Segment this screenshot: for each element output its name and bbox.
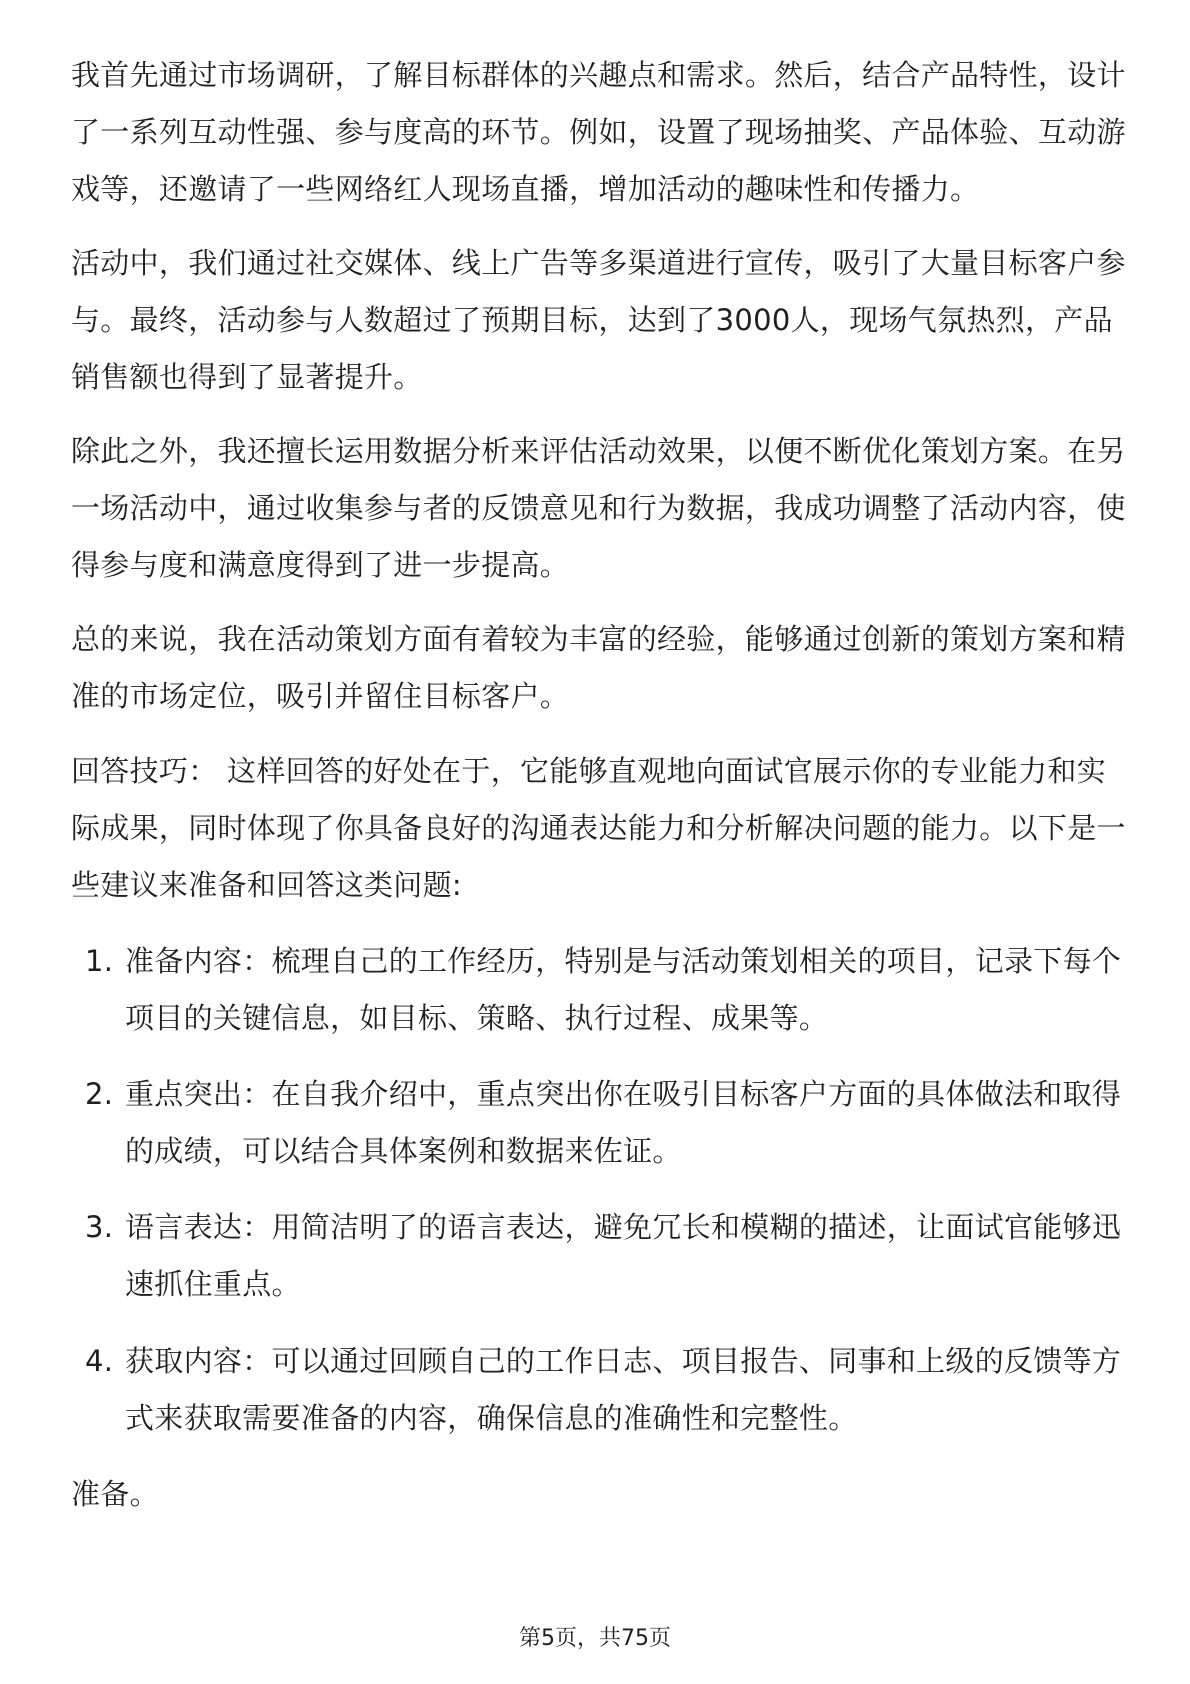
list-item-text: 重点突出：在自我介绍中，重点突出你在吸引目标客户方面的具体做法和取得的成绩，可以结合具体案例和数据来佐证。 — [125, 1077, 1122, 1168]
paragraph-answer-tips: 回答技巧： 这样回答的好处在于，它能够直观地向面试官展示你的专业能力和实际成果，同时体现了你具备良好的沟通表达能力和分析解决问题的能力。以下是一些建议来准备和回答这类问题: — [71, 754, 1126, 902]
list-item-number: 1. — [85, 944, 114, 978]
list-item-highlight-points — [85, 1066, 1125, 1180]
list-item-prepare-content — [85, 933, 1125, 1047]
closing-line: 准备。 — [71, 1477, 159, 1511]
list-item-text: 语言表达：用简洁明了的语言表达，避免冗长和模糊的描述，让面试官能够迅速抓住重点。 — [125, 1210, 1122, 1301]
list-item-obtain-content — [85, 1333, 1125, 1447]
list-item-number: 4. — [85, 1344, 114, 1378]
list-item-language-expression — [85, 1199, 1125, 1313]
list-item-text: 准备内容：梳理自己的工作经历，特别是与活动策划相关的项目，记录下每个项目的关键信息，如目标、策略、执行过程、成果等。 — [125, 944, 1122, 1035]
list-item-number: 3. — [85, 1210, 114, 1244]
list-item-text: 获取内容：可以通过回顾自己的工作日志、项目报告、同事和上级的反馈等方式来获取需要准备的内容，确保信息的准确性和完整性。 — [125, 1344, 1122, 1435]
page-number-footer: 第5页，共75页 — [519, 1626, 671, 1651]
list-item-number: 2. — [85, 1077, 114, 1111]
paragraph-activity-design: 我首先通过市场调研，了解目标群体的兴趣点和需求。然后，结合产品特性，设计了一系列互动性强、参与度高的环节。例如，设置了现场抽奖、产品体验、互动游戏等，还邀请了一些网络红人现场直播，增加活动的趣味性和传播力。 — [71, 58, 1126, 206]
paragraph-activity-results: 活动中，我们通过社交媒体、线上广告等多渠道进行宣传，吸引了大量目标客户参与。最终，活动参与人数超过了预期目标，达到了3000人，现场气氛热烈，产品销售额也得到了显著提升。 — [71, 246, 1126, 394]
paragraph-data-analysis: 除此之外，我还擅长运用数据分析来评估活动效果，以便不断优化策划方案。在另一场活动中，通过收集参与者的反馈意见和行为数据，我成功调整了活动内容，使得参与度和满意度得到了进一步提高。 — [71, 434, 1126, 582]
paragraph-summary: 总的来说，我在活动策划方面有着较为丰富的经验，能够通过创新的策划方案和精准的市场定位，吸引并留住目标客户。 — [71, 622, 1126, 713]
